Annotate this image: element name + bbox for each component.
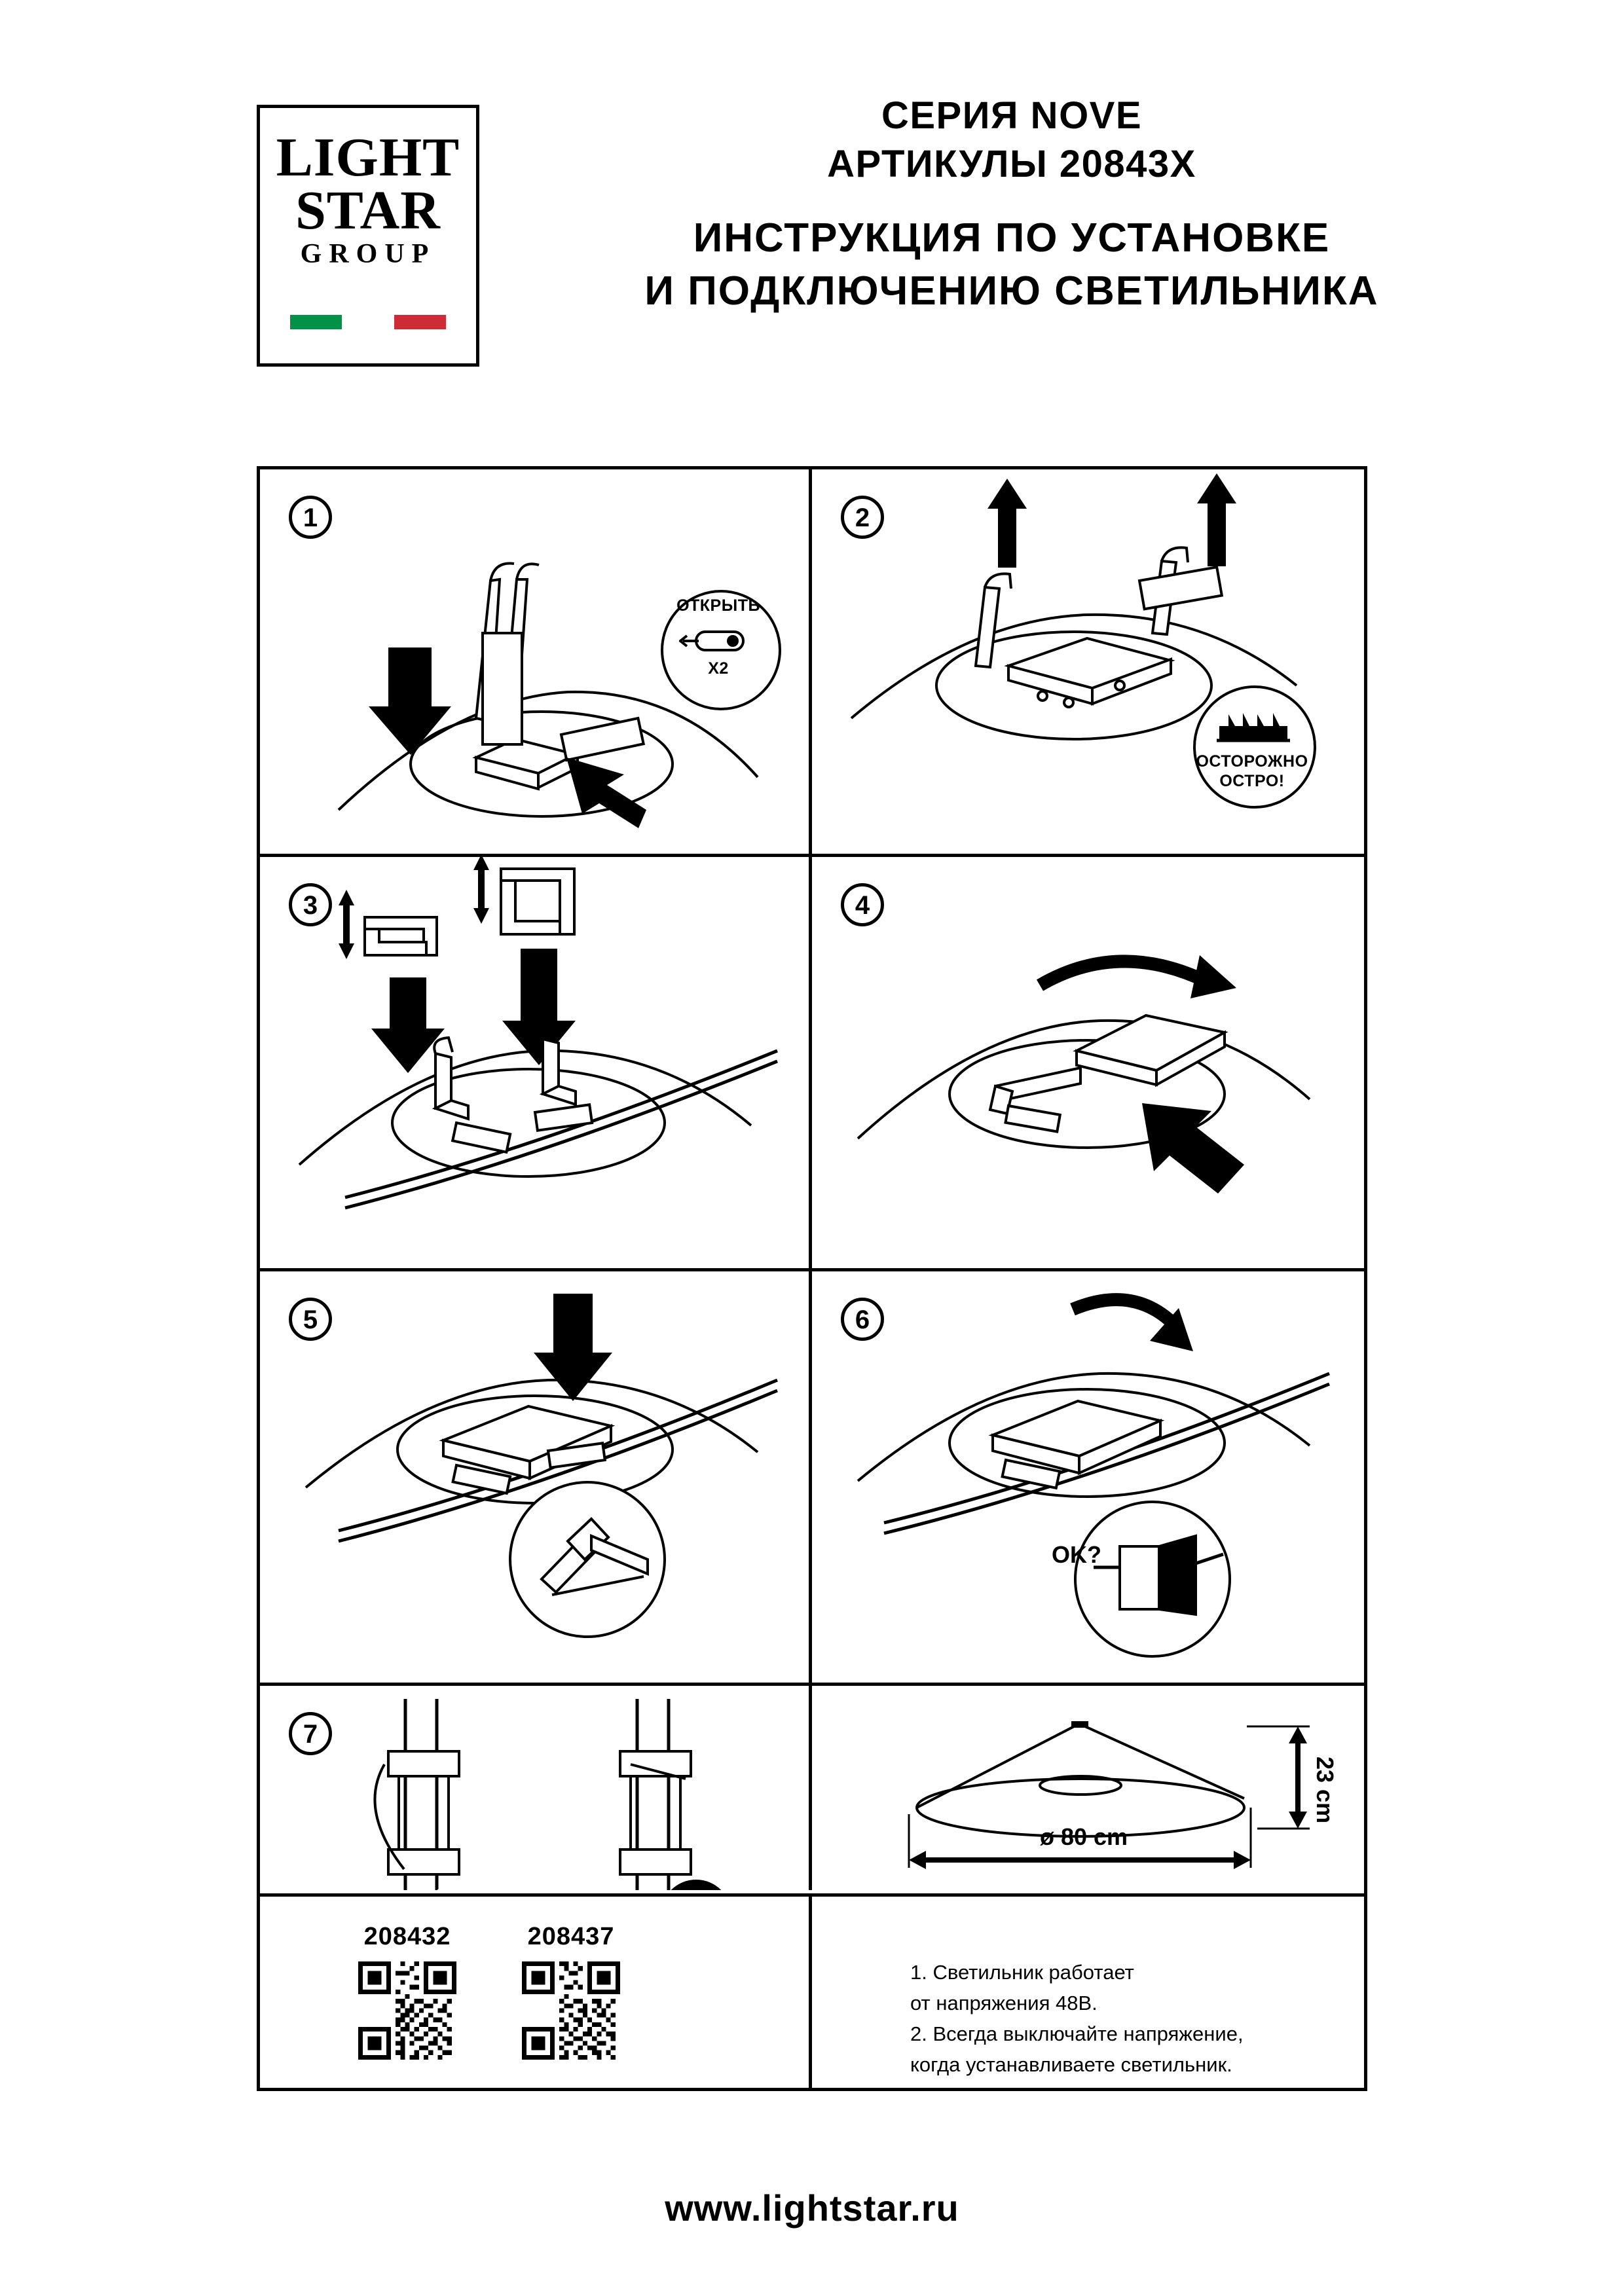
callout-sharp-label-1: ОСТОРОЖНО [1196,752,1308,771]
article-numbers: АРТИКУЛЫ 20843X [827,143,1196,186]
qr-article-number: 208432 [363,1923,451,1950]
italy-flag-icon [290,315,446,329]
qr-block-208432[interactable] [358,1923,456,2060]
qr-code-image[interactable] [522,1961,620,2060]
sharp-edges-icon [1213,705,1294,747]
callout-open-count: X2 [708,659,729,678]
instruction-title-line-2: И ПОДКЛЮЧЕНИЮ СВЕТИЛЬНИКА [644,268,1379,314]
callout-sharp-label-2: ОСТРО! [1219,772,1285,790]
step-panel-1 [260,469,812,854]
step-6-illustration [812,1271,1364,1683]
step-number-badge: 6 [841,1298,884,1341]
height-dimension-label: 23 cm [1312,1757,1338,1824]
qr-article-number: 208437 [527,1923,615,1950]
qr-panel [260,1897,812,2091]
note-line-1: 1. Светильник работает [910,1961,1134,1984]
step-panel-3 [260,857,812,1268]
step-number-badge: 5 [289,1298,332,1341]
step-panel-7 [260,1686,812,1890]
open-clip-icon [679,624,758,658]
series-name: СЕРИЯ NOVE [881,94,1143,137]
brand-logo [257,105,479,367]
instruction-sheet [257,466,1367,2091]
qr-code-image[interactable] [358,1961,456,2060]
step-panel-5 [260,1271,812,1683]
step-number-badge: 7 [289,1712,332,1755]
instruction-title-line-1: ИНСТРУКЦИЯ ПО УСТАНОВКЕ [693,215,1331,261]
logo-line-star: STAR [295,179,441,241]
header-title-block [544,92,1480,318]
page-header [0,0,1624,406]
step-panel-4 [812,857,1364,1268]
notes-panel [812,1897,1364,2091]
qr-block-208437[interactable] [522,1923,620,2060]
logo-wordmark [260,127,476,270]
callout-open-label: ОТКРЫТЬ [676,596,760,615]
logo-line-group: GROUP [300,239,436,270]
step-number-badge: 3 [289,883,332,926]
logo-line-light: LIGHT [276,127,460,188]
step-7-illustration [260,1686,812,1890]
lamp-dimensions-illustration [812,1686,1364,1890]
step-5-illustration [260,1271,812,1683]
step-4-illustration [812,857,1364,1268]
step-3-illustration [260,857,812,1268]
step-number-badge: 2 [841,496,884,539]
callout-ok-label: OK? [1052,1541,1101,1568]
step-number-badge: 1 [289,496,332,539]
step-panel-6 [812,1271,1364,1683]
step-panel-2 [812,469,1364,854]
note-line-4: когда устанавливаете светильник. [910,2053,1232,2077]
dimensions-panel [812,1686,1364,1890]
diameter-dimension-label: ø 80 cm [1039,1823,1128,1850]
note-line-2: от напряжения 48В. [910,1992,1098,2015]
note-line-3: 2. Всегда выключайте напряжение, [910,2022,1244,2046]
safety-notes [910,1957,1342,2080]
footer-website[interactable]: www.lightstar.ru [665,2187,959,2229]
step-number-badge: 4 [841,883,884,926]
